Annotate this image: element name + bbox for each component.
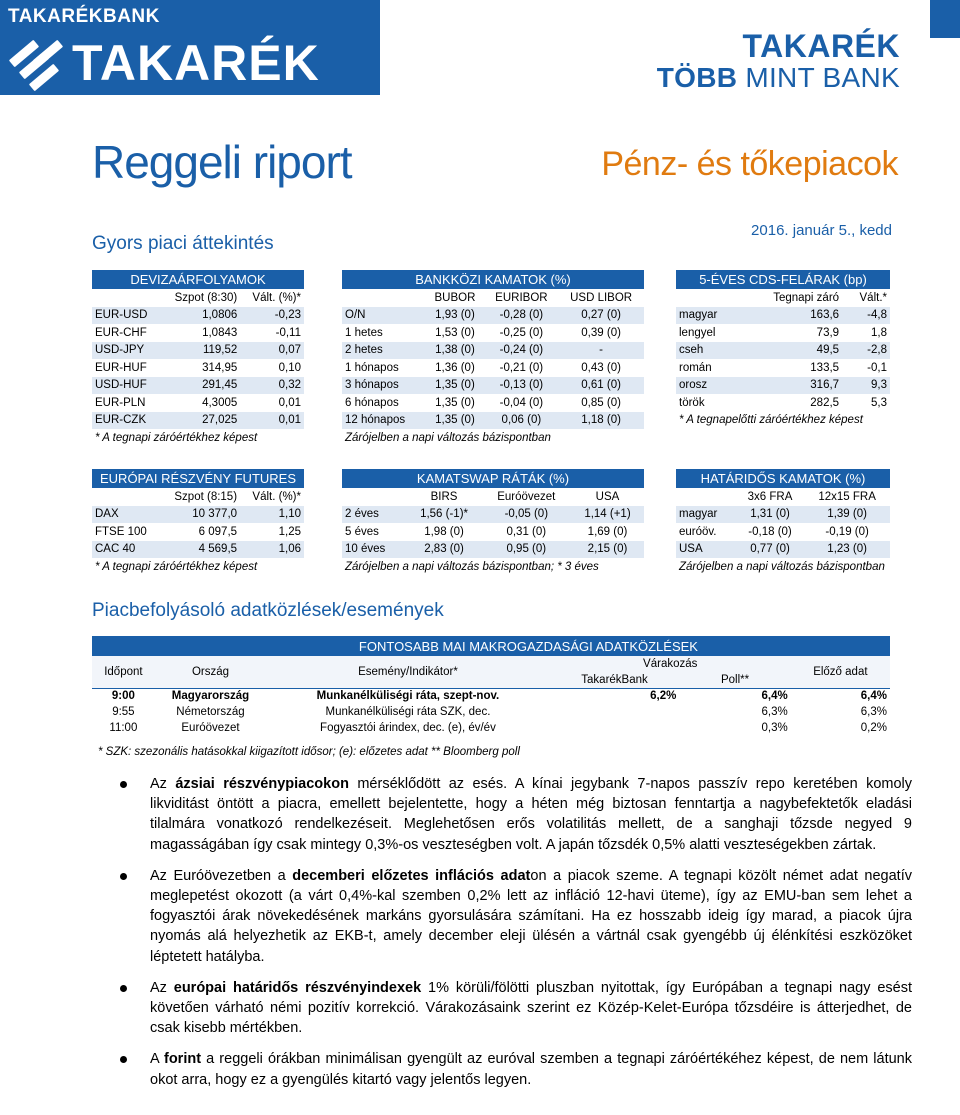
futures-cell-chg: 1,25 — [240, 523, 304, 541]
bullet-icon — [120, 873, 127, 880]
rates-cell-name: 1 hónapos — [342, 359, 425, 377]
swaps-table — [342, 469, 644, 576]
logo-text: TAKARÉK — [72, 35, 320, 91]
fwd-col: 12x15 FRA — [804, 488, 890, 506]
cds-table — [676, 270, 890, 429]
rates-cell-name: 6 hónapos — [342, 394, 425, 412]
macro-col-event: Esemény/Indikátor* — [266, 656, 550, 688]
macro-cell-prev: 6,4% — [791, 688, 890, 704]
macro-cell-country: Euróövezet — [181, 722, 240, 734]
cds-row — [676, 359, 890, 377]
cds-cell-chg: 5,3 — [842, 394, 890, 412]
swaps-cell-name: 10 éves — [342, 541, 406, 559]
fwd-cell-name: euróöv. — [676, 523, 736, 541]
fx-row — [92, 359, 304, 377]
macro-cell-poll: 6,3% — [761, 706, 788, 718]
rates-cell-v3: - — [558, 342, 644, 360]
fx-cell-chg: -0,23 — [240, 307, 304, 325]
macro-cell-prev: 6,3% — [860, 706, 887, 718]
macro-col-expectation: Várakozás — [550, 656, 791, 672]
cds-cell-chg: -2,8 — [842, 342, 890, 360]
cds-title: 5-ÉVES CDS-FELÁRAK (bp) — [676, 270, 890, 289]
cds-cell-close: 49,5 — [739, 342, 842, 360]
fx-cell-name: EUR-CHF — [92, 324, 160, 342]
fwd-cell-v1: 0,77 (0) — [736, 541, 804, 559]
macro-cell-time: 9:55 — [112, 706, 135, 718]
commentary-highlight: európai határidős részvényindexek — [173, 979, 422, 996]
cds-row — [676, 307, 890, 325]
fx-cell-chg: 0,10 — [240, 359, 304, 377]
rates-table — [342, 270, 644, 447]
macro-cell-tb: 6,2% — [550, 688, 680, 704]
cds-cell-close: 316,7 — [739, 377, 842, 395]
rates-cell-v2: -0,21 (0) — [485, 359, 559, 377]
commentary-item — [120, 774, 912, 855]
cds-row — [676, 324, 890, 342]
swaps-cell-v3: 1,14 (+1) — [571, 506, 644, 524]
commentary-item — [120, 978, 912, 1039]
fx-cell-spot: 1,0843 — [160, 324, 240, 342]
fwd-cell-name: USA — [676, 541, 736, 559]
rates-cell-v2: -0,28 (0) — [485, 307, 559, 325]
macro-cell-tb — [550, 720, 680, 736]
futures-cell-spot: 4 569,5 — [160, 541, 240, 559]
slogan-line2: TÖBB MINT BANK — [656, 62, 900, 93]
commentary-text: a reggeli órákban minimálisan gyengült az euróval szemben a tegnapi záróértékéhez képest, de nem látunk okot arra, hogy ez a gyengülés kitartó vagy jelentős legyen. — [150, 1051, 912, 1088]
rates-col: BUBOR — [425, 289, 484, 307]
swaps-row — [342, 541, 644, 559]
macro-cell-country: Magyarország — [155, 688, 266, 704]
fx-cell-spot: 119,52 — [160, 342, 240, 360]
macro-cell-prev: 0,2% — [860, 722, 887, 734]
cds-cell-chg: -0,1 — [842, 359, 890, 377]
macro-col-takarekbank: TakarékBank — [550, 672, 680, 688]
fx-col-change: Vált. (%)* — [240, 289, 304, 307]
cds-cell-name: lengyel — [676, 324, 739, 342]
cds-cell-name: magyar — [676, 307, 739, 325]
rates-cell-v2: -0,13 (0) — [485, 377, 559, 395]
rates-cell-v3: 0,39 (0) — [558, 324, 644, 342]
rates-cell-v1: 1,35 (0) — [425, 394, 484, 412]
commentary-highlight: ázsiai részvénypiacokon — [175, 776, 349, 792]
rates-cell-v1: 1,38 (0) — [425, 342, 484, 360]
rates-row — [342, 394, 644, 412]
fx-row — [92, 342, 304, 360]
rates-cell-name: 1 hetes — [342, 324, 425, 342]
futures-col-change: Vált. (%)* — [240, 488, 304, 506]
fx-cell-spot: 4,3005 — [160, 394, 240, 412]
swaps-title: KAMATSWAP RÁTÁK (%) — [342, 469, 644, 488]
fx-cell-chg: 0,01 — [240, 394, 304, 412]
cds-cell-close: 73,9 — [739, 324, 842, 342]
futures-cell-spot: 10 377,0 — [160, 506, 240, 524]
report-title: Reggeli riport — [92, 136, 352, 188]
futures-cell-name: DAX — [92, 506, 160, 524]
rates-cell-v3: 0,85 (0) — [558, 394, 644, 412]
fwd-cell-v2: 1,23 (0) — [804, 541, 890, 559]
futures-row — [92, 506, 304, 524]
bank-logo — [8, 35, 320, 91]
cds-cell-name: román — [676, 359, 739, 377]
fwd-cell-v2: 1,39 (0) — [804, 506, 890, 524]
fx-row — [92, 307, 304, 325]
rates-cell-v1: 1,35 (0) — [425, 377, 484, 395]
fx-row — [92, 412, 304, 430]
fx-cell-name: USD-HUF — [92, 377, 160, 395]
rates-row — [342, 359, 644, 377]
rates-cell-v2: 0,06 (0) — [485, 412, 559, 430]
fwd-row — [676, 541, 890, 559]
cds-note: * A tegnapelőtti záróértékhez képest — [679, 414, 863, 427]
fwd-note: Zárójelben a napi változás bázispontban — [679, 560, 885, 573]
futures-note: * A tegnapi záróértékhez képest — [95, 560, 258, 573]
commentary-highlight: decemberi előzetes inflációs adat — [292, 867, 531, 884]
cds-row — [676, 394, 890, 412]
section-title-overview: Gyors piaci áttekintés — [92, 233, 274, 254]
rates-cell-v3: 0,61 (0) — [558, 377, 644, 395]
bullet-icon — [120, 781, 127, 788]
rates-note: Zárójelben a napi változás bázispontban — [345, 431, 551, 444]
rates-cell-v2: -0,25 (0) — [485, 324, 559, 342]
fx-row — [92, 324, 304, 342]
cds-cell-name: cseh — [676, 342, 739, 360]
macro-row — [92, 704, 890, 720]
commentary-item — [120, 1049, 912, 1089]
fx-cell-chg: -0,11 — [240, 324, 304, 342]
bullet-icon — [120, 1056, 127, 1063]
macro-table — [92, 636, 890, 736]
macro-row — [92, 720, 890, 736]
rates-row — [342, 377, 644, 395]
swaps-note: Zárójelben a napi változás bázispontban; * 3 éves — [345, 560, 599, 573]
commentary-text: on a piacok szeme. A tegnapi közölt német adat negatív meglepetést okozott (a várt 0,4%-kal szemben 0,2% lett az infláció 12-havi üteme), így az EMU-ban sem lehet a fogyasztói árak növekedésének markáns gyorsulására számítani. Ha ez hosszabb ideig így marad, a piacok újra nyomás alá helyezhetik az EKB-t, amely december eleji ülésén a vártnál csak gyengébb új élénkítési eszközöket léptetett hatályba. — [150, 867, 912, 965]
bank-name: TAKARÉKBANK — [8, 6, 160, 27]
logo-mark-icon — [8, 39, 64, 87]
macro-cell-country: Németország — [176, 706, 245, 718]
macro-row — [92, 688, 890, 704]
rates-cell-v1: 1,53 (0) — [425, 324, 484, 342]
fx-col-spot: Szpot (8:30) — [160, 289, 240, 307]
fwd-title: HATÁRIDŐS KAMATOK (%) — [676, 469, 890, 488]
fwd-row — [676, 523, 890, 541]
fx-cell-name: EUR-PLN — [92, 394, 160, 412]
swaps-cell-v1: 2,83 (0) — [406, 541, 481, 559]
cds-cell-name: orosz — [676, 377, 739, 395]
futures-cell-chg: 1,10 — [240, 506, 304, 524]
cds-cell-close: 163,6 — [739, 307, 842, 325]
macro-col-poll: Poll** — [679, 672, 790, 688]
macro-cell-time: 11:00 — [109, 722, 138, 734]
fx-note: * A tegnapi záróértékhez képest — [95, 431, 258, 444]
fx-row — [92, 377, 304, 395]
macro-cell-tb — [550, 704, 680, 720]
rates-cell-name: O/N — [342, 307, 425, 325]
fx-cell-spot: 291,45 — [160, 377, 240, 395]
swaps-row — [342, 506, 644, 524]
rates-row — [342, 412, 644, 430]
slogan-line1: TAKARÉK — [742, 28, 900, 64]
commentary-text: Az — [150, 979, 174, 996]
rates-cell-v2: -0,04 (0) — [485, 394, 559, 412]
fx-cell-spot: 27,025 — [160, 412, 240, 430]
swaps-cell-name: 5 éves — [342, 523, 406, 541]
cds-col-close: Tegnapi záró — [739, 289, 842, 307]
rates-cell-name: 12 hónapos — [342, 412, 425, 430]
fx-cell-name: EUR-USD — [92, 307, 160, 325]
fx-table — [92, 270, 304, 447]
macro-col-time: Időpont — [92, 656, 155, 688]
swaps-col: BIRS — [406, 488, 481, 506]
fx-cell-name: USD-JPY — [92, 342, 160, 360]
cds-col-change: Vált.* — [842, 289, 890, 307]
fwd-cell-v1: 1,31 (0) — [736, 506, 804, 524]
futures-row — [92, 541, 304, 559]
macro-cell-poll: 6,4% — [679, 688, 790, 704]
fx-row — [92, 394, 304, 412]
cds-row — [676, 377, 890, 395]
bullet-icon — [120, 985, 127, 992]
bank-banner — [0, 0, 380, 95]
rates-title: BANKKÖZI KAMATOK (%) — [342, 270, 644, 289]
fx-cell-name: EUR-CZK — [92, 412, 160, 430]
macro-cell-event: Munkanélküliségi ráta, szept-nov. — [266, 688, 550, 704]
report-subtitle: Pénz- és tőkepiacok — [601, 145, 898, 183]
swaps-cell-v3: 1,69 (0) — [571, 523, 644, 541]
macro-title: FONTOSABB MAI MAKROGAZDASÁGI ADATKÖZLÉSEK — [266, 636, 791, 656]
swaps-cell-v2: 0,31 (0) — [482, 523, 571, 541]
rates-col: EURIBOR — [485, 289, 559, 307]
forward-rates-table — [676, 469, 890, 576]
rates-cell-name: 3 hónapos — [342, 377, 425, 395]
fx-cell-spot: 1,0806 — [160, 307, 240, 325]
futures-table — [92, 469, 304, 576]
futures-title: EURÓPAI RÉSZVÉNY FUTURES — [92, 469, 304, 488]
swaps-cell-v1: 1,98 (0) — [406, 523, 481, 541]
cds-cell-close: 282,5 — [739, 394, 842, 412]
commentary-text: Az Euróövezetben a — [150, 867, 293, 884]
rates-cell-v3: 1,18 (0) — [558, 412, 644, 430]
swaps-cell-v2: -0,05 (0) — [482, 506, 571, 524]
commentary-text: A — [150, 1051, 164, 1068]
futures-cell-name: FTSE 100 — [92, 523, 160, 541]
cds-cell-chg: 9,3 — [842, 377, 890, 395]
fwd-row — [676, 506, 890, 524]
macro-col-country: Ország — [155, 656, 266, 688]
swaps-cell-v2: 0,95 (0) — [482, 541, 571, 559]
commentary-highlight: forint — [163, 1051, 202, 1068]
swaps-col: Euróövezet — [482, 488, 571, 506]
cds-cell-close: 133,5 — [739, 359, 842, 377]
fwd-cell-v1: -0,18 (0) — [736, 523, 804, 541]
rates-cell-v2: -0,24 (0) — [485, 342, 559, 360]
rates-row — [342, 307, 644, 325]
futures-row — [92, 523, 304, 541]
swaps-cell-v3: 2,15 (0) — [571, 541, 644, 559]
corner-decoration — [930, 0, 960, 38]
section-title-events: Piacbefolyásoló adatközlések/események — [92, 600, 444, 621]
rates-cell-v3: 0,43 (0) — [558, 359, 644, 377]
futures-col-spot: Szpot (8:15) — [160, 488, 240, 506]
rates-cell-v1: 1,36 (0) — [425, 359, 484, 377]
commentary-text: mérséklődött az esés. A kínai jegybank 7-napos passzív repo keretében komoly likviditást öntött a piacra, emellett bejelentette, hogy a héten még biztosan fenntartja a nagybefektetők eladási tilalmára vonatkozó rendelkezéseit. Meglehetősen erős volatilitás mellett, de a sanghaji tőzsde negyed 9 magasságában így csak mintegy 0,3%-os veszteségben volt. A japán tőzsdék 0,5% alatti veszteségekben zártak. — [150, 776, 913, 853]
fx-cell-spot: 314,95 — [160, 359, 240, 377]
commentary-list — [120, 774, 912, 1101]
cds-cell-chg: 1,8 — [842, 324, 890, 342]
swaps-row — [342, 523, 644, 541]
commentary-text: Az — [150, 776, 176, 792]
macro-cell-event: Fogyasztói árindex, dec. (e), év/év — [320, 722, 496, 734]
rates-row — [342, 324, 644, 342]
macro-cell-poll: 0,3% — [761, 722, 788, 734]
macro-cell-time: 9:00 — [92, 688, 155, 704]
macro-cell-event: Munkanélküliségi ráta SZK, dec. — [325, 706, 491, 718]
fwd-cell-name: magyar — [676, 506, 736, 524]
fwd-cell-v2: -0,19 (0) — [804, 523, 890, 541]
rates-cell-v1: 1,35 (0) — [425, 412, 484, 430]
fx-cell-chg: 0,07 — [240, 342, 304, 360]
rates-cell-v1: 1,93 (0) — [425, 307, 484, 325]
swaps-cell-name: 2 éves — [342, 506, 406, 524]
cds-cell-name: török — [676, 394, 739, 412]
fx-cell-name: EUR-HUF — [92, 359, 160, 377]
rates-cell-v3: 0,27 (0) — [558, 307, 644, 325]
macro-col-previous: Előző adat — [791, 656, 890, 688]
cds-row — [676, 342, 890, 360]
swaps-cell-v1: 1,56 (-1)* — [406, 506, 481, 524]
fx-cell-chg: 0,32 — [240, 377, 304, 395]
macro-footnote: * SZK: szezonális hatásokkal kiigazított idősor; (e): előzetes adat ** Bloomberg poll — [98, 746, 520, 758]
futures-cell-chg: 1,06 — [240, 541, 304, 559]
swaps-col: USA — [571, 488, 644, 506]
futures-cell-spot: 6 097,5 — [160, 523, 240, 541]
cds-cell-chg: -4,8 — [842, 307, 890, 325]
commentary-item — [120, 866, 912, 967]
rates-row — [342, 342, 644, 360]
fwd-col: 3x6 FRA — [736, 488, 804, 506]
commentary-text: 1% körüli/fölötti pluszban nyitottak, így Európában a tegnapi nagy esést követően várható némi pozitív korrekció. Várakozásaink szerint ez Közép-Kelet-Európa tőzsdéire is átterjedhet, de csak kisebb mértékben. — [150, 979, 912, 1037]
rates-cell-name: 2 hetes — [342, 342, 425, 360]
futures-cell-name: CAC 40 — [92, 541, 160, 559]
fx-title: DEVIZAÁRFOLYAMOK — [92, 270, 304, 289]
fx-cell-chg: 0,01 — [240, 412, 304, 430]
report-date: 2016. január 5., kedd — [751, 222, 892, 239]
rates-col: USD LIBOR — [558, 289, 644, 307]
